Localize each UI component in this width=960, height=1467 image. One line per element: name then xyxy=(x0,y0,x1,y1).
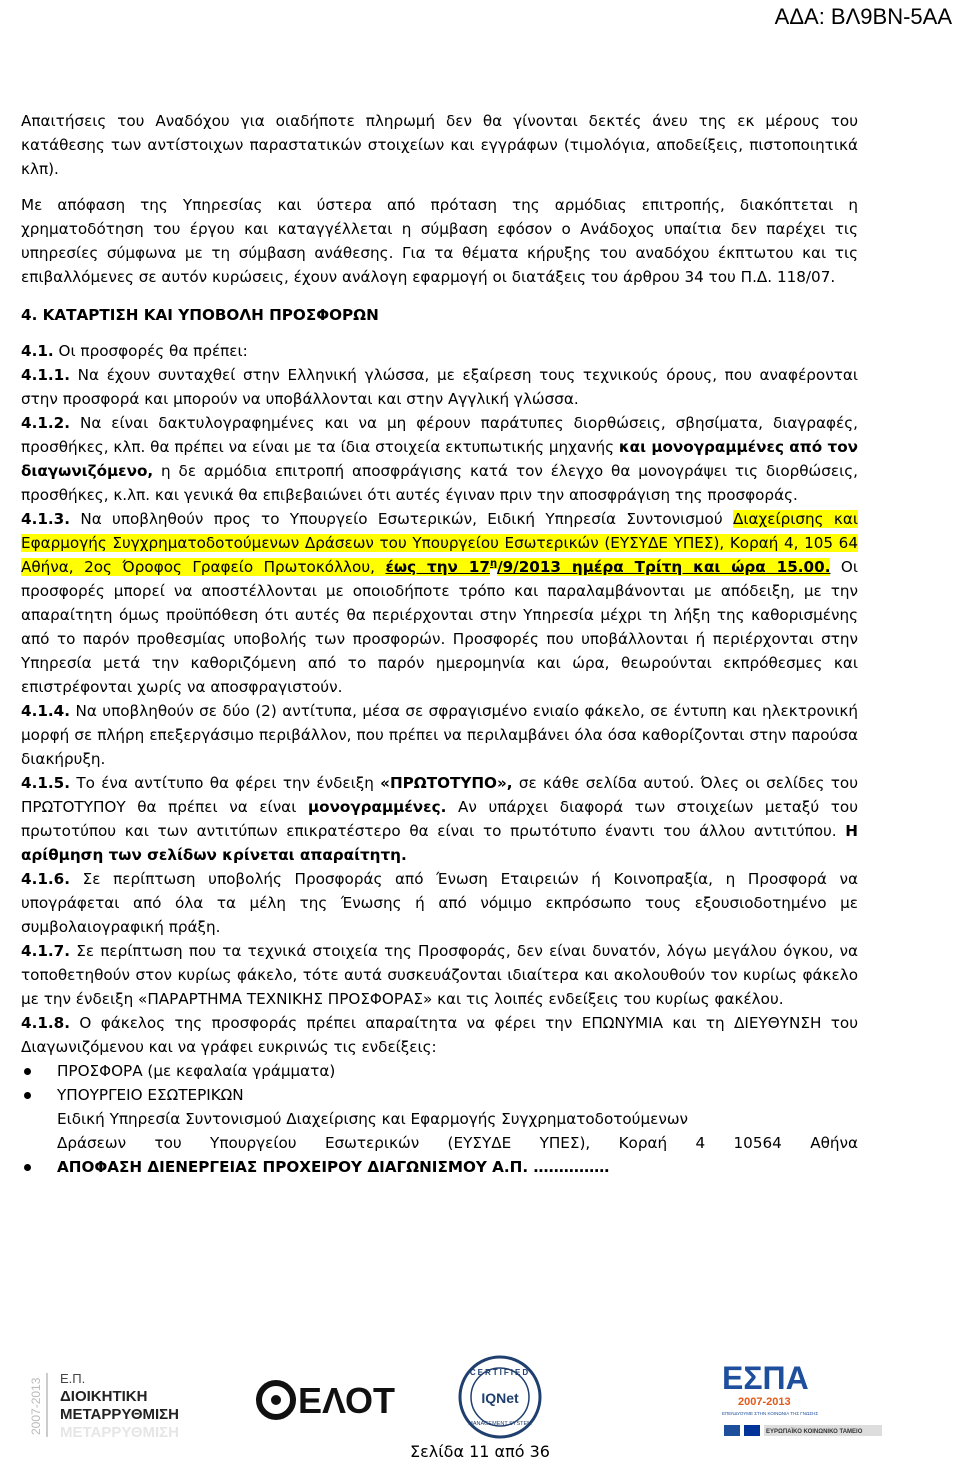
item-4-1-4 xyxy=(21,699,858,771)
ada-code: ΑΔΑ: ΒΛ9ΒΝ-5ΑΑ xyxy=(774,4,952,29)
text-run: Σε περίπτωση υποβολής Προσφοράς από Ένωση Εταιρειών ή Κοινοπραξία, η Προσφορά να υπογράφεται από όλα τα μέλη της Ένωσης ή από νόμιμο εκπρόσωπο τους εξουσιοδοτημένο με συμβολαιογραφική πράξη. xyxy=(21,870,858,936)
iqnet-bottom-text: MANAGEMENT SYSTEM xyxy=(468,1421,532,1427)
bullet-sub-line: Ειδική Υπηρεσία Συντονισμού Διαχείρισης και Εφαρμογής Συγχρηματοδοτούμενων xyxy=(57,1110,689,1128)
subsection-text: Οι προσφορές θα πρέπει: xyxy=(53,342,248,360)
document-body xyxy=(21,109,858,1179)
item-number: 4.1.8. xyxy=(21,1014,71,1032)
list-item: ΥΠΟΥΡΓΕΙΟ ΕΣΩΤΕΡΙΚΩΝ xyxy=(21,1083,858,1107)
subsection-number: 4.1. xyxy=(21,342,54,360)
text-run: Σε περίπτωση που τα τεχνικά στοιχεία της Προσφοράς, δεν είναι δυνατόν, λόγω μεγάλου όγκου, να τοποθετηθούν στον κυρίως φάκελο, τότε αυτά συσκευάζονται ιδιαίτερα και ακολουθούν τον κυρίως φάκελο με την ένδειξη «ΠΑΡΑΡΤΗΜΑ ΤΕΧΝΙΚΗΣ ΠΡΟΣΦΟΡΑΣ» και τις λοιπές ενδείξεις του κυρίως φακέλου. xyxy=(21,942,858,1008)
iqnet-certified-logo xyxy=(460,1357,540,1437)
item-4-1-2 xyxy=(21,411,858,507)
list-item: ΑΠΟΦΑΣΗ ΔΙΕΝΕΡΓΕΙΑΣ ΠΡΟΧΕΙΡΟΥ ΔΙΑΓΩΝΙΣΜΟΥ Α.Π. …………… xyxy=(21,1155,858,1179)
elot-logo xyxy=(259,1380,395,1421)
text-run: Αν υπάρχει διαφορά των στοιχείων μεταξύ του πρωτοτύπου και των αντιτύπων επικρατέστερο θα είναι το πρωτότυπο έναντι του άλλου αντιτύπου. xyxy=(21,798,859,840)
text-run: Η αρίθμηση των σελίδων κρίνεται απαραίτητη. xyxy=(21,822,858,864)
espa-footer-text: ΕΥΡΩΠΑΪΚΟ ΚΟΙΝΩΝΙΚΟ ΤΑΜΕΙΟ xyxy=(766,1429,863,1435)
espa-years: 2007-2013 xyxy=(738,1396,791,1408)
text-run: /9/2013 ημέρα Τρίτη και ώρα 15.00. xyxy=(497,558,831,576)
text-run: Να έχουν συνταχθεί στην Ελληνική γλώσσα, με εξαίρεση τους τεχνικούς όρους, που αναφέρονται στην προσφορά και μπορούν να υποβάλλονται και στην Αγγλική γλώσσα. xyxy=(21,366,858,408)
dm-divider xyxy=(46,1373,48,1437)
envelope-markings-list-end xyxy=(21,1155,858,1179)
item-number: 4.1.4. xyxy=(21,702,71,720)
envelope-markings-list xyxy=(21,1059,858,1107)
text-run xyxy=(375,558,385,576)
footer-logos xyxy=(0,1355,960,1445)
text-run: Με απόφαση της Υπηρεσίας και ύστερα από πρόταση της αρμόδιας επιτροπής, διακόπτεται η χρηματοδότηση του έργου και καταγγέλλεται η σύμβαση εφόσον ο Ανάδοχος υπαίτια δεν παρέχει τις υπηρεσίες σύμφωνα με τη σύμβαση ανάθεσης. Για τα θέματα κήρυξης του αναδόχου έκπτωτου και τις επιβαλλόμενες σε αυτόν κυρώσεις, έχουν ανάλογη εφαρμογή οι διατάξεις του άρθρου 34 του Π.Δ. 118/07. xyxy=(21,196,858,286)
dm-year: 2007-2013 xyxy=(29,1377,43,1435)
text-run: και μονογραμμένες από τον διαγωνιζόμενο, xyxy=(21,438,858,480)
paragraph-payments xyxy=(21,109,858,181)
item-number: 4.1.7. xyxy=(21,942,71,960)
bullet-icon xyxy=(24,1092,31,1099)
subsection-4-1 xyxy=(21,339,858,363)
bullet-sub-line: Δράσεων του Υπουργείου Εσωτερικών (ΕΥΣΥΔΕ ΥΠΕΣ), Κοραή 4 10564 Αθήνα xyxy=(57,1134,858,1152)
iqnet-mark: IQNet xyxy=(481,1390,519,1406)
item-number: 4.1.1. xyxy=(21,366,71,384)
eu-flag-icon xyxy=(744,1425,760,1436)
greek-flag-icon xyxy=(724,1425,740,1436)
item-number: 4.1.3. xyxy=(21,510,71,528)
item-4-1-8 xyxy=(21,1011,858,1059)
bullet-icon xyxy=(24,1164,31,1171)
dm-line2: ΜΕΤΑΡΡΥΘΜΙΣΗ xyxy=(60,1406,179,1423)
iqnet-certified-text: CERTIFIED xyxy=(469,1368,531,1377)
list-item: ΠΡΟΣΦΟΡΑ (με κεφαλαία γράμματα) xyxy=(21,1059,858,1083)
espa-logo xyxy=(722,1360,882,1436)
text-run: Το ένα αντίτυπο θα φέρει την ένδειξη xyxy=(70,774,381,792)
item-4-1-7 xyxy=(21,939,858,1011)
text-run: η xyxy=(489,557,498,569)
item-4-1-3 xyxy=(21,507,858,699)
item-4-1-1 xyxy=(21,363,858,411)
text-run: «ΠΡΩΤΟΤΥΠΟ», xyxy=(380,774,513,792)
text-run: μονογραμμένες. xyxy=(307,798,447,816)
page-number: Σελίδα 11 από 36 xyxy=(410,1442,550,1461)
item-4-1-6 xyxy=(21,867,858,939)
text-run: Διαχείρισης και Εφαρμογής Συγχρηματοδοτούμενων Δράσεων του Υπουργείου Εσωτερικών (ΕΥΣΥΔΕ ΥΠΕΣ), Κοραή 4, 105 64 Αθήνα, 2ος Όροφος Γραφείο Πρωτοκόλλου, xyxy=(21,510,858,576)
espa-slogan: ΕΠΕΝΔΥΟΥΜΕ ΣΤΗΝ ΚΟΙΝΩΝΙΑ ΤΗΣ ΓΝΩΣΗΣ xyxy=(722,1411,819,1416)
diikitiki-metarrythmisi-logo xyxy=(29,1371,179,1441)
item-number: 4.1.5. xyxy=(21,774,71,792)
text-run: Να είναι δακτυλογραφημένες και να μη φέρουν παράτυπες διορθώσεις, σβησίματα, διαγραφές, προσθήκες, κλπ. θα πρέπει να είναι με τα ίδια στοιχεία εκτυπωτικής μηχανής xyxy=(21,414,858,456)
dm-ep: Ε.Π. xyxy=(60,1371,86,1386)
item-4-1-5 xyxy=(21,771,858,867)
text-run: Απαιτήσεις του Αναδόχου για οιαδήποτε πληρωμή δεν θα γίνονται δεκτές άνευ της εκ μέρους του κατάθεσης των αντίστοιχων παραστατικών στοιχείων και εγγράφων (τιμολόγια, αποδείξεις, πιστοποιητικά κλπ). xyxy=(21,112,858,178)
text-run: Να υποβληθούν σε δύο (2) αντίτυπα, μέσα σε σφραγισμένο ενιαίο φάκελο, σε έντυπη και ηλεκτρονική μορφή σε πλήρη επεξεργάσιμο περιβάλλον, που πρέπει να περιλαμβάνει όλα όσα καθορίζονται στην παρούσα διακήρυξη. xyxy=(21,702,858,768)
elot-emblem-core xyxy=(271,1395,281,1405)
espa-title: ΕΣΠΑ xyxy=(722,1360,809,1396)
item-number: 4.1.2. xyxy=(21,414,71,432)
dm-line2-reflection: ΜΕΤΑΡΡΥΘΜΙΣΗ xyxy=(60,1424,179,1441)
elot-text: ΕΛΟΤ xyxy=(298,1380,396,1421)
text-run: η δε αρμόδια επιτροπή αποσφράγισης κατά τον έλεγχο θα μονογράψει τις διορθώσεις, προσθήκες, κ.λπ. και γενικά θα επιβεβαιώνει ότι αυτές έγιναν πριν την αποσφράγιση της προσφοράς. xyxy=(21,462,858,504)
text-run: Ο φάκελος της προσφοράς πρέπει απαραίτητα να φέρει την ΕΠΩΝΥΜΙΑ και τη ΔΙΕΥΘΥΝΣΗ του Διαγωνιζόμενου και να γράφει ευκρινώς τις ενδείξεις: xyxy=(21,1014,858,1056)
dm-line1: ΔΙΟΙΚΗΤΙΚΗ xyxy=(60,1388,148,1405)
bullet-icon xyxy=(24,1068,31,1075)
text-run: σε κάθε σελίδα αυτού. Όλες οι σελίδες του ΠΡΩΤΟΤΥΠΟΥ θα πρέπει να είναι xyxy=(21,774,858,816)
item-number: 4.1.6. xyxy=(21,870,71,888)
paragraph-termination xyxy=(21,193,858,289)
text-run: Να υποβληθούν προς το Υπουργείο Εσωτερικών, Ειδική Υπηρεσία Συντονισμού xyxy=(70,510,733,528)
text-run: Οι προσφορές μπορεί να αποστέλλονται με οποιοδήποτε τρόπο και παραλαμβάνονται με απόδειξη, με την απαραίτητη όμως προϋπόθεση ότι αυτές θα περιέρχονται στην Υπηρεσία μέχρι τη λήξη της καθορισμένης από το παρόν προθεσμίας υποβολής των προσφορών. Προσφορές που υποβάλλονται ή περιέρχονται στην Υπηρεσία μετά την καθοριζόμενη από το παρόν ημερομηνία και ώρα, θεωρούνται εκπρόθεσμες και επιστρέφονται χωρίς να αποσφραγιστούν. xyxy=(21,558,859,696)
text-run: έως την 17 xyxy=(385,558,490,576)
section-heading: 4. ΚΑΤΑΡΤΙΣΗ ΚΑΙ ΥΠΟΒΟΛΗ ΠΡΟΣΦΟΡΩΝ xyxy=(21,306,379,324)
